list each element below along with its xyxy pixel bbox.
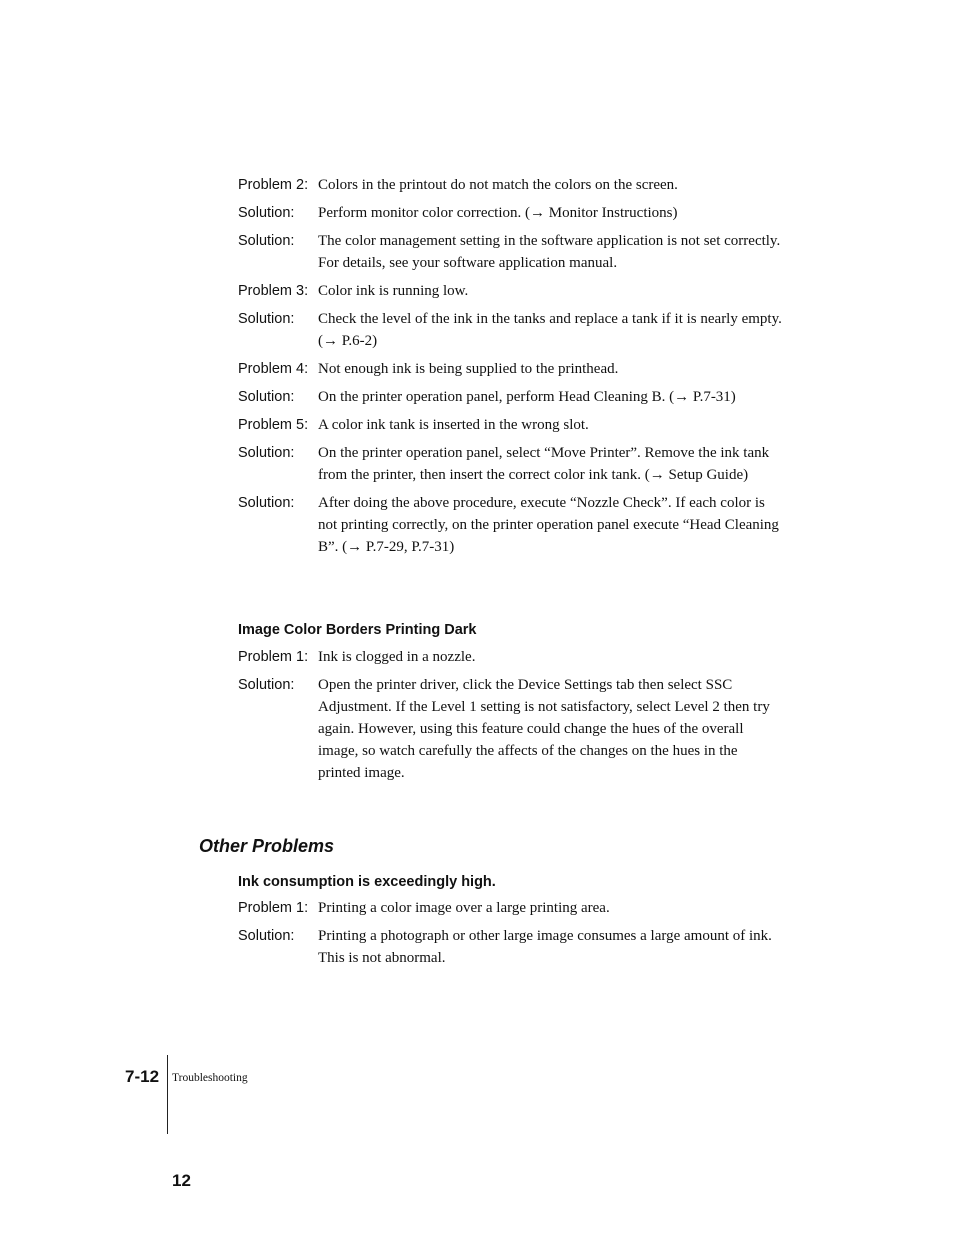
page-number: 12 xyxy=(172,1171,191,1190)
entry-text: Open the printer driver, click the Device Settings tab then select SSC Adjustment. If the Level 1 setting is not satisfactory, select Level 2 then try again. However, using this feature could change the hues of the overall image, so watch carefully the affects of the changes on the hues in the printed image. xyxy=(318,677,770,781)
problem-list-ink xyxy=(238,897,783,975)
solution-entry xyxy=(238,674,783,784)
problem-entry xyxy=(238,897,783,919)
entry-text: Colors in the printout do not match the colors on the screen. xyxy=(318,177,678,193)
entry-label: Solution: xyxy=(238,677,295,693)
entry-text: A color ink tank is inserted in the wrong slot. xyxy=(318,417,589,433)
entry-text: On the printer operation panel, perform Head Cleaning B. (→ P.7-31) xyxy=(318,389,736,405)
chapter-label: Troubleshooting xyxy=(172,1072,248,1084)
solution-entry xyxy=(238,386,783,408)
entry-text: After doing the above procedure, execute “Nozzle Check”. If each color is not printing correctly, on the printer operation panel execute “Head Cleaning B”. (→ P.7-29, P.7-31) xyxy=(318,495,779,555)
problem-entry xyxy=(238,174,783,196)
entry-label: Problem 1: xyxy=(238,900,309,916)
entry-label: Solution: xyxy=(238,233,295,249)
problem-entry xyxy=(238,414,783,436)
solution-entry xyxy=(238,202,783,224)
problem-list-borders xyxy=(238,646,783,790)
entry-label: Solution: xyxy=(238,495,295,511)
solution-entry xyxy=(238,925,783,969)
subsection-heading: Ink consumption is exceedingly high. xyxy=(238,874,496,890)
entry-text: Check the level of the ink in the tanks and replace a tank if it is nearly empty. (→ P.6-2) xyxy=(318,311,782,349)
solution-entry xyxy=(238,492,783,558)
problem-entry xyxy=(238,646,783,668)
solution-entry xyxy=(238,230,783,274)
problem-list-colors xyxy=(238,174,783,564)
entry-text: Perform monitor color correction. (→ Monitor Instructions) xyxy=(318,205,678,221)
entry-label: Solution: xyxy=(238,205,295,221)
entry-text: On the printer operation panel, select “Move Printer”. Remove the ink tank from the printer, then insert the correct color ink tank. (→ Setup Guide) xyxy=(318,445,770,483)
entry-label: Problem 5: xyxy=(238,417,309,433)
entry-text: Not enough ink is being supplied to the printhead. xyxy=(318,361,619,377)
section-title: Other Problems xyxy=(199,836,335,856)
entry-label: Problem 4: xyxy=(238,361,309,377)
entry-label: Problem 2: xyxy=(238,177,309,193)
solution-entry xyxy=(238,442,783,486)
entry-label: Solution: xyxy=(238,389,295,405)
entry-text: Color ink is running low. xyxy=(318,283,469,299)
problem-entry xyxy=(238,280,783,302)
entry-text: Printing a photograph or other large image consumes a large amount of ink. This is not abnormal. xyxy=(318,928,772,966)
entry-text: Ink is clogged in a nozzle. xyxy=(318,649,476,665)
section-page-number: 7-12 xyxy=(125,1067,160,1086)
entry-label: Solution: xyxy=(238,445,295,461)
entry-label: Solution: xyxy=(238,311,295,327)
entry-text: The color management setting in the software application is not set correctly. For details, see your software application manual. xyxy=(318,233,781,271)
entry-label: Problem 1: xyxy=(238,649,309,665)
entry-label: Problem 3: xyxy=(238,283,309,299)
solution-entry xyxy=(238,308,783,352)
footer-divider xyxy=(167,1055,168,1134)
problem-entry xyxy=(238,358,783,380)
subsection-heading: Image Color Borders Printing Dark xyxy=(238,622,477,638)
entry-text: Printing a color image over a large printing area. xyxy=(318,900,610,916)
entry-label: Solution: xyxy=(238,928,295,944)
